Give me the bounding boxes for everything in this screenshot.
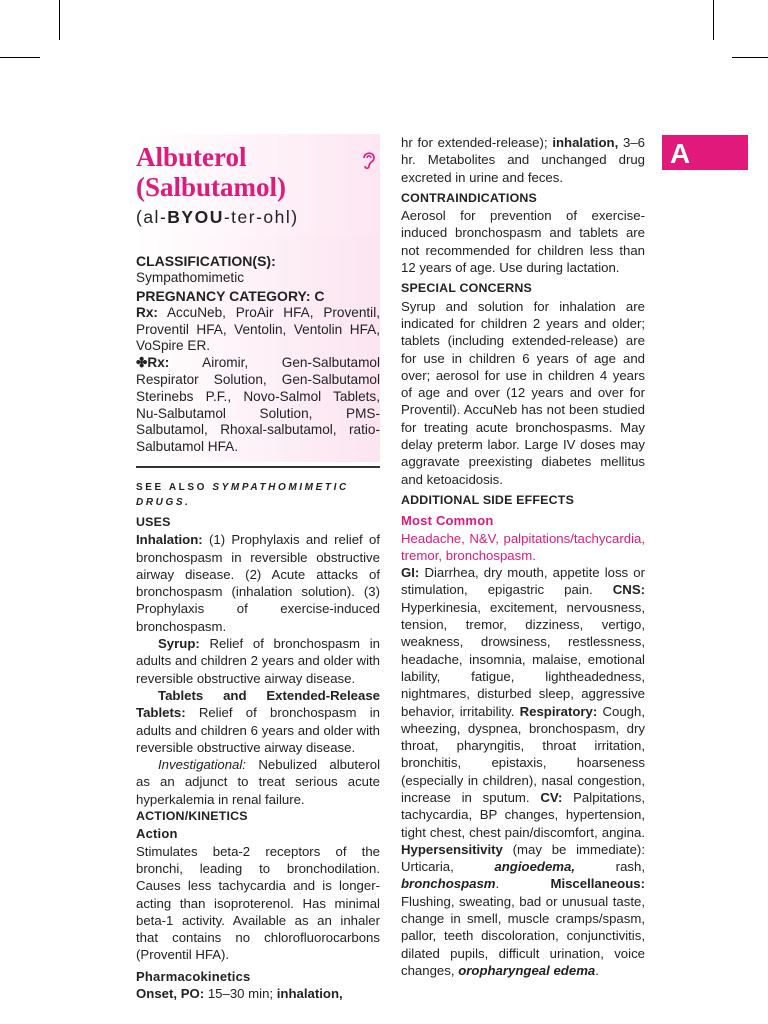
side-effects-text: GI: Diarrhea, dry mouth, appetite loss or stimulation, epigastric pain. CNS: Hyperkinesia, excitement, nervousness, tension, tremor, dizziness, vertigo, weakness, drowsiness, restlessness, headache, insomnia, malaise, emotional lability, fatigue, lightheadedness, nightmares, disturbed sleep, aggressive behavior, irritability. Respiratory: Cough, wheezing, dyspnea, bronchospasm, dry throat, pharyngitis, throat irritation, bronchitis, epistaxis, hoarseness (especially in children), nasal congestion, increase in sputum. CV: Palpitations, tachycardia, BP changes, hypertension, tight chest, chest pain/discomfort, angina. Hypersensitivity (may be immediate): Urticaria, angioedema, rash, bronchospasm. Miscellaneous: Flushing, sweating, bad or unusual taste, change in smell, muscle cramps/spasm, pallor, teeth discoloration, conjunctivitis, dilated pupils, difficult urination, voice changes, oropharyngeal edema. — [401, 565, 646, 978]
drug-title-line1: Albuterol — [136, 142, 247, 172]
drug-header — [136, 134, 380, 236]
uses-investigational: Investigational: Nebulized albuterol as an adjunct to treat serious acute hyperkalemia in renal failure. — [136, 757, 380, 807]
right-column — [401, 134, 645, 979]
classification-heading: CLASSIFICATION(S): — [136, 253, 276, 269]
classification-box — [136, 236, 380, 462]
kinetics-continued: hr for extended-release); inhalation, 3–6 hr. Metabolites and unchanged drug excreted in urine and feces. — [401, 135, 646, 185]
pronunciation: (al-BYOU-ter-ohl) — [136, 207, 299, 227]
pregnancy-category: PREGNANCY CATEGORY: C — [136, 287, 325, 304]
action-heading: Action — [136, 826, 178, 842]
most-common-text: Headache, N&V, palpitations/tachycardia, tremor, bronchospasm. — [401, 530, 645, 563]
uses-syrup: Syrup: Relief of bronchospasm in adults and children 2 years and older with reversible obstructive airway disease. — [136, 636, 380, 686]
side-effects-heading: ADDITIONAL SIDE EFFECTS — [401, 492, 575, 507]
uses-tablets: Tablets and Extended-Release Tablets: Relief of bronchospasm in adults and children 6 years and older with reversible obstructive airway disease. — [136, 687, 380, 755]
action-text: Stimulates beta-2 receptors of the bronchi, leading to bronchodilation. Causes less tachycardia and is longer-acting than isoproterenol. Has minimal beta-1 activity. Available as an inhaler that contains no chlorofluorocarbons (Proventil HFA). — [136, 843, 380, 963]
divider — [136, 466, 380, 468]
crop-mark — [713, 0, 714, 40]
drug-title-line2: (Salbutamol) — [136, 172, 287, 202]
special-concerns-text: Syrup and solution for inhalation are indicated for children 2 years and older; tablets (including extended-release) are for use in children 6 years of age and over; aerosol for use in children 4 years of age and over (12 years and over for Proventil). AccuNeb has not been studied for treating acute bronchospasms. May delay preterm labor. Large IV doses may aggravate preexisting diabetes mellitus and ketoacidosis. — [401, 298, 645, 487]
rx-brands: Rx: AccuNeb, ProAir HFA, Proventil, Proventil HFA, Ventolin, Ventolin HFA, VoSpire ER. — [136, 304, 380, 354]
special-concerns-heading: SPECIAL CONCERNS — [401, 281, 533, 296]
letter-tab — [662, 135, 748, 170]
crop-mark — [732, 57, 768, 58]
canada-rx-brands: ✤Rx: Airomir, Gen-Salbutamol Respirator Solution, Gen-Salbutamol Sterinebs P.F., Novo-Salmol Tablets, Nu-Salbutamol Solution, PMS-Salbutamol, Rhoxal-salbutamol, ratio-Salbutamol HFA. — [136, 355, 380, 455]
letter-tab-label: A — [670, 138, 691, 169]
see-also: SEE ALSO SYMPATHOMIMETIC DRUGS. — [136, 481, 349, 508]
uses-inhalation: Inhalation: (1) Prophylaxis and relief of bronchospasm in reversible obstructive airway disease. (2) Acute attacks of bronchospasm (inhalation solution). (3) Prophylaxis of exercise-induced bronchospasm. — [136, 532, 380, 634]
ear-icon — [360, 148, 378, 170]
pharmacokinetics-heading: Pharmacokinetics — [136, 968, 251, 984]
classification-value: Sympathomimetic — [136, 270, 245, 285]
onset-text: Onset, PO: 15–30 min; inhalation, — [136, 985, 343, 1001]
left-column — [136, 134, 380, 1002]
crop-mark — [59, 0, 60, 40]
action-kinetics-heading: ACTION/KINETICS — [136, 809, 248, 824]
contraindications-text: Aerosol for prevention of exercise-induced bronchospasm and tablets are not recommended for children less than 12 years of age. Use during lactation. — [401, 208, 645, 276]
contraindications-heading: CONTRAINDICATIONS — [401, 190, 538, 205]
crop-mark — [0, 57, 40, 58]
uses-heading: USES — [136, 514, 171, 529]
most-common-heading: Most Common — [401, 513, 494, 529]
